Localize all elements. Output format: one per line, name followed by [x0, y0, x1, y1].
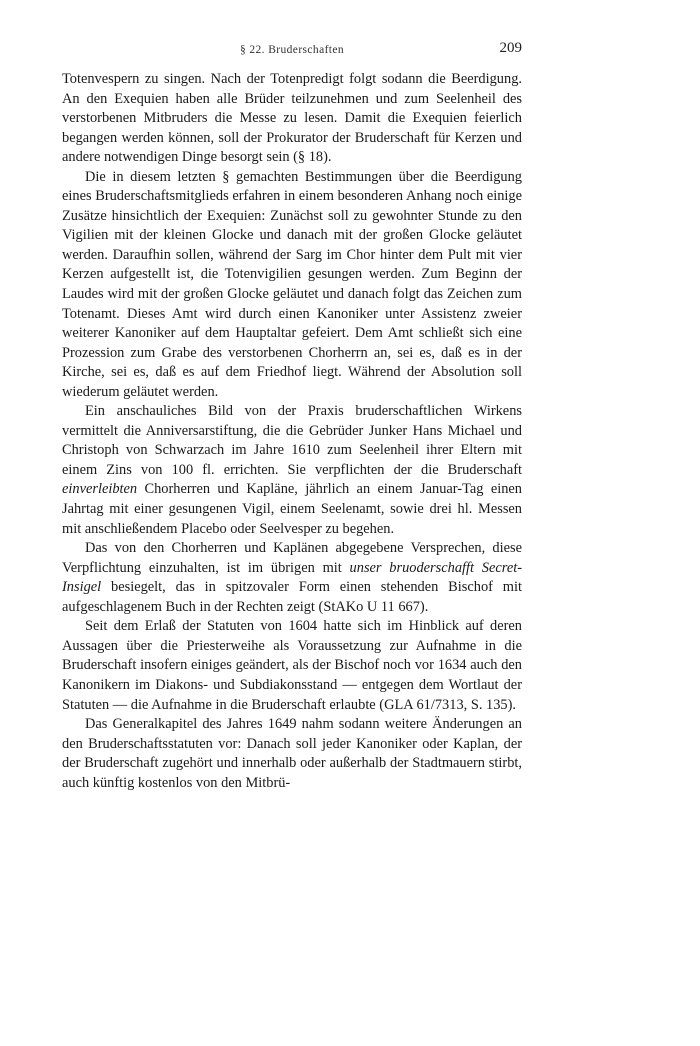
paragraph-5: [62, 617, 522, 715]
paragraph-3-text-end: Chorherren und Kapläne, jährlich an einem Januar-Tag einen Jahrtag mit einer gesungenen Vigil, einem Seelenamt, sowie drei hl. Messen mit anschließendem Placebo oder Seelvesper zu begehen.: [62, 481, 522, 537]
paragraph-4-text-end: besiegelt, das in spitzovaler Form einen stehenden Bischof mit aufgeschlagenem Buch in der Rechten zeigt (StAKo U 11 667).: [62, 579, 522, 615]
page-number: 209: [499, 40, 522, 56]
paragraph-2-text: Die in diesem letzten § gemachten Bestimmungen über die Beerdigung eines Bruderschaftsmitglieds erfahren in einem besonderen Anhang noch einige Zusätze hinsichtlich der Exequien: Zunächst soll zu gewohnter Stunde zu den Vigilien mit der kleinen Glocke und danach mit der großen Glocke geläutet werden. Daraufhin sollen, während der Sarg im Chor hinter dem Pult mit vier Kerzen aufgestellt ist, die Totenvigilien gesungen werden. Zum Beginn der Laudes wird mit der großen Glocke geläutet und danach folgt das Zeichen zum Totenamt. Dieses Amt wird durch einen Kanoniker unter Assistenz zweier weiterer Kanoniker auf dem Hauptaltar gefeiert. Dem Amt schließt sich eine Prozession zum Grabe des verstorbenen Chorherrn an, sei es, daß es in der Kirche, sei es, daß es auf dem Friedhof liegt. Während der Absolution soll wiederum geläutet werden.: [62, 168, 522, 400]
running-head: [62, 38, 522, 62]
section-title: § 22. Bruderschaften: [239, 44, 345, 56]
paragraph-3-emphasis: einverleibten: [62, 481, 138, 498]
paragraph-4-text: Das von den Chorherren und Kaplänen abgegebene Versprechen, diese Verpflichtung einzuhalten, ist im übrigen mit: [62, 540, 522, 576]
book-page: [62, 38, 522, 793]
paragraph-4: [62, 539, 522, 617]
body-text: [62, 70, 522, 793]
paragraph-3-text: Ein anschauliches Bild von der Praxis bruderschaftlichen Wirkens vermittelt die Anniversarstiftung, die die Gebrüder Junker Hans Michael und Christoph von Schwarzach im Jahre 1610 zum Seelenheil ihrer Eltern mit einem Zins von 100 fl. errichten. Sie verpflichten der die Bruderschaft: [62, 403, 522, 478]
paragraph-5-text: Seit dem Erlaß der Statuten von 1604 hatte sich im Hinblick auf deren Aussagen über die Priesterweihe als Voraussetzung zur Aufnahme in die Bruderschaft insofern einiges geändert, als der Bischof noch vor 1634 auch den Kanonikern im Diakons- und Subdiakonsstand — entgegen dem Wortlaut der Statuten — die Aufnahme in die Bruderschaft erlaubte (GLA 61/7313, S. 135).: [62, 618, 522, 713]
paragraph-4-emphasis: unser bruoderschafft Secret-Insigel: [62, 559, 522, 596]
paragraph-3: [62, 402, 522, 539]
paragraph-6: [62, 715, 522, 793]
paragraph-1-text: Totenvespern zu singen. Nach der Totenpredigt folgt sodann die Beerdigung. An den Exequien haben alle Brüder teilzunehmen und zum Seelenheil des verstorbenen Mitbruders die Messe zu lesen. Damit die Exequien feierlich begangen werden können, soll der Prokurator der Bruderschaft für Kerzen und andere notwendigen Dinge besorgt sein (§ 18).: [62, 71, 522, 166]
paragraph-2: [62, 168, 522, 403]
paragraph-6-text: Das Generalkapitel des Jahres 1649 nahm sodann weitere Änderungen an den Bruderschaftsstatuten vor: Danach soll jeder Kanoniker oder Kaplan, der der Bruderschaft zugehört und innerhalb oder außerhalb der Stadtmauern stirbt, auch künftig kostenlos von den Mitbrü-: [62, 716, 522, 791]
paragraph-1: [62, 70, 522, 168]
